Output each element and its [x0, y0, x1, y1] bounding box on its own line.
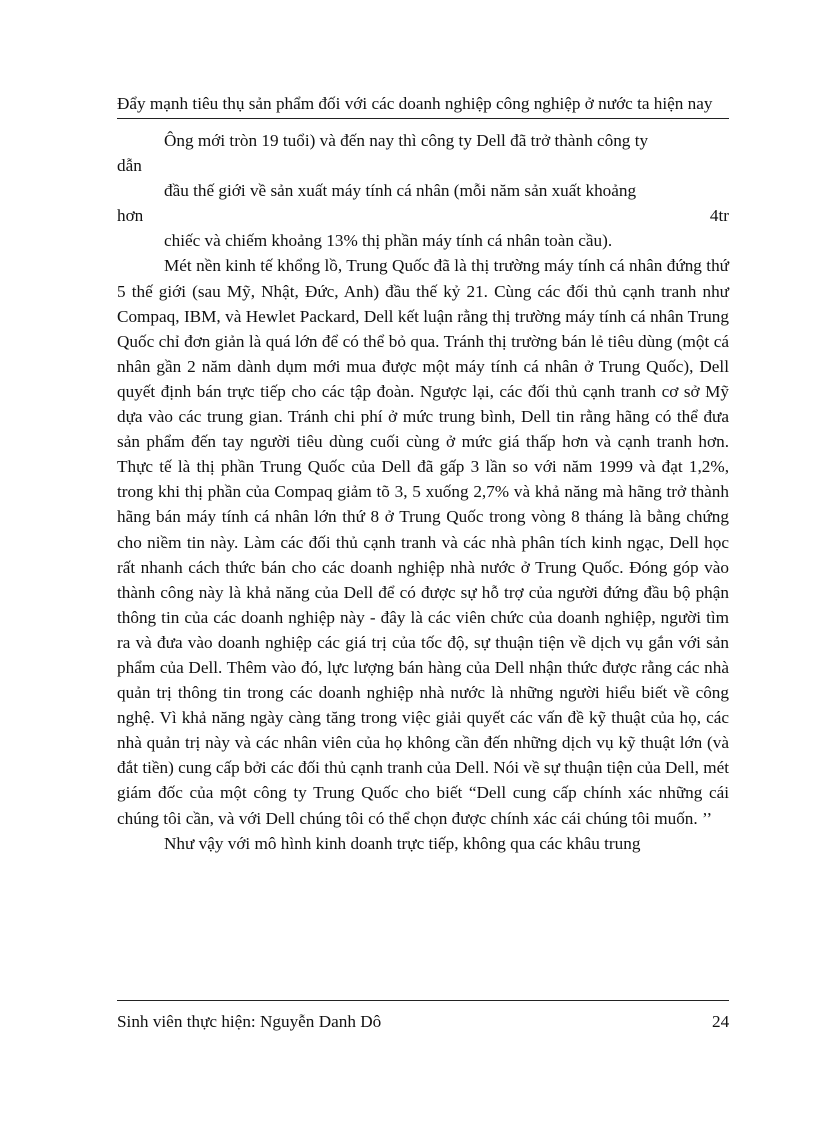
- header-divider: [117, 118, 729, 119]
- body-line: chiếc và chiếm khoảng 13% thị phần máy tính cá nhân toàn cầu).: [164, 231, 613, 251]
- document-body: [117, 128, 729, 856]
- body-line-right: 4tr: [709, 206, 729, 226]
- paragraph: Như vậy với mô hình kinh doanh trực tiếp, không qua các khâu trung: [164, 833, 641, 853]
- body-line: Ông mới tròn 19 tuổi) và đến nay thì công ty Dell đã trở thành công ty: [164, 131, 649, 150]
- body-line-split: [117, 203, 729, 228]
- footer-author: Sinh viên thực hiện: Nguyễn Danh Dô: [117, 1012, 382, 1031]
- page-header: Đẩy mạnh tiêu thụ sản phẩm đối với các doanh nghiệp công nghiệp ở nước ta hiện nay: [117, 94, 713, 113]
- footer-divider: [117, 1000, 729, 1001]
- body-line-left: hơn: [117, 206, 144, 226]
- page-number: 24: [712, 1012, 730, 1031]
- paragraph: Mét nền kinh tế khổng lồ, Trung Quốc đã là thị trường máy tính cá nhân đứng thứ 5 thế giới (sau Mỹ, Nhật, Đức, Anh) đầu thế kỷ 21. Cùng các đối thủ cạnh tranh như Compaq, IBM, và Hewlet Packard, Dell kết luận rằng thị trường máy tính cá nhân Trung Quốc chỉ đơn giản là quá lớn để có thể bỏ qua. Tránh thị trường bán lẻ tiêu dùng (một cá nhân gần 2 năm dành dụm mới mua được một máy tính cá nhân ở Trung Quốc), Dell quyết định bán trực tiếp cho các tập đoàn. Ngược lại, các đối thủ cạnh tranh cơ sở Mỹ dựa vào các trung gian. Tránh chi phí ở mức trung bình, Dell tin rằng hãng có thể đưa sản phẩm đến tay người tiêu dùng cuối cùng ở mức giá thấp hơn và cạnh tranh hơn. Thực tế là thị phần Trung Quốc của Dell đã gấp 3 lần so với năm 1999 và đạt 1,2%, trong khi thị phần của Compaq giảm tõ 3, 5 xuống 2,7% và khả năng mà hãng trở thành hãng bán máy tính cá nhân lớn thứ 8 ở Trung Quốc trong vòng 8 tháng là bằng chứng cho niềm tin này. Làm các đối thủ cạnh tranh và các nhà phân tích kinh ngạc, Dell học rất nhanh cách thức bán cho các doanh nghiệp nhà nước ở Trung Quốc. Đóng góp vào thành công này là khả năng của Dell để có được sự hỗ trợ của người đứng đầu bộ phận thông tin của các doanh nghiệp này - đây là các viên chức của doanh nghiệp, người tìm ra và đưa vào doanh nghiệp các giá trị của tốc độ, sự thuận tiện về dịch vụ gắn với sản phẩm của Dell. Thêm vào đó, lực lượng bán hàng của Dell nhận thức được rằng các nhà quản trị thông tin trong các doanh nghiệp nhà nước là những người hiểu biết về công nghệ. Vì khả năng ngày càng tăng trong việc giải quyết các vấn đề kỹ thuật của họ, các nhà quản trị này và các nhân viên của họ không cần đến những dịch vụ kỹ thuật lớn (và đắt tiền) cung cấp bởi các đối thủ cạnh tranh của Dell. Nói về sự thuận tiện của Dell, mét giám đốc của một công ty Trung Quốc cho biết “Dell cung cấp chính xác những cái chúng tôi cần, và với Dell chúng tôi có thể chọn được chính xác cái chúng tôi muốn. ’’: [117, 256, 729, 828]
- body-line: đầu thế giới về sản xuất máy tính cá nhân (mỗi năm sản xuất khoảng: [164, 181, 637, 201]
- body-line: dẫn: [117, 156, 142, 176]
